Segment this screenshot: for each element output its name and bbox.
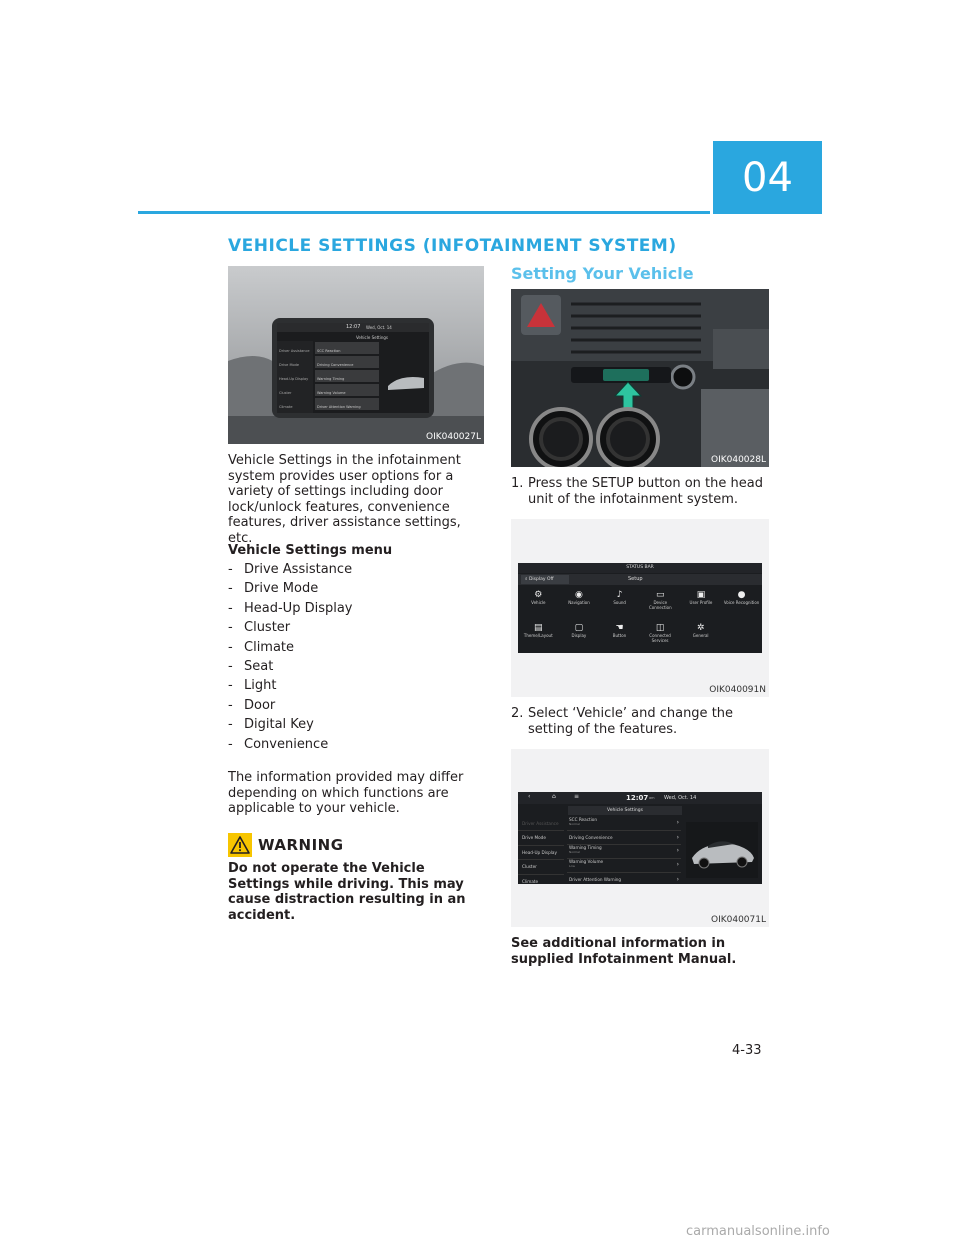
menu-item[interactable]: Drive Mode [518,830,564,844]
menu-item: Climate [279,405,293,409]
search-icon: ⌕ [525,577,529,582]
menu-heading: Vehicle Settings menu [228,543,393,558]
settings-options [567,817,681,886]
option-item: Warning Timing [317,377,345,381]
theme-layout-icon-tile[interactable]: ▤ Theme/Layout [523,623,553,638]
warning-triangle-icon [228,833,252,857]
intro-text: Vehicle Settings in the infotainment system provides user options for a variety of settings including door lock/unlock features, convenience features, driver assistance settings, etc. [228,453,461,546]
menu-item: Cluster [279,391,292,395]
menu-item[interactable]: Driver Assistance [522,821,559,826]
display-off-button: ⌕ Display Off [521,575,569,584]
voice-recognition-icon-tile[interactable]: ● Voice Recognition [723,590,760,605]
list-item: - Digital Key [228,717,314,733]
center-console-illustration [511,289,769,467]
step-number: 2. [511,706,524,721]
setup-title: Setup [628,576,643,582]
option-row[interactable]: Warning Volume Low › [567,859,681,873]
figure-caption: OIK040028L [710,455,766,465]
warning-title: WARNING [258,836,344,854]
general-icon-tile[interactable]: ✲ General [692,623,709,638]
connected-services-icon-tile[interactable]: ◫ Connected Services [649,623,671,643]
option-row[interactable]: Driver Attention Warning › [567,873,681,886]
figure-infotainment-dashboard [228,266,484,444]
button-icon-tile[interactable]: ☚ Button [612,623,627,638]
option-item: Driving Convenience [317,363,354,367]
settings-left-menu [518,817,564,888]
figure-setup-button [511,289,769,467]
list-item: - Drive Assistance [228,562,353,577]
option-item: Driver Attention Warning [317,405,361,409]
screen-date: Wed, Oct. 14 [366,325,392,330]
figure-vehicle-settings-screen [511,749,769,927]
warning-header [228,833,344,857]
figure-caption: OIK040091N [709,685,766,695]
option-item: SCC Reaction [317,349,341,353]
watermark: carmanualsonline.info [686,1224,830,1239]
menu-item: Drive Mode [279,363,299,367]
option-item: Warning Volume [317,391,346,395]
device-connection-icon-tile[interactable]: ▭ Device Connection [648,590,672,610]
back-icon[interactable]: ‹ [528,793,531,800]
step-text-continued: setting of the features. [528,721,678,737]
step-text: Press the SETUP button on the head [528,476,763,491]
list-item: - Cluster [228,620,291,636]
car-image [686,822,758,878]
note-text: See additional information in supplied Infotainment Manual. [511,936,737,967]
vehicle-icon-tile[interactable]: ⚙ Vehicle [531,590,546,605]
sound-icon-tile[interactable]: ♪ Sound [613,590,626,605]
settings-menu-list [228,560,353,754]
menu-icon[interactable]: ≡ [574,793,580,800]
step-number: 1. [511,476,524,491]
menu-item[interactable]: Cluster [518,859,564,873]
list-item: - Head-Up Display [228,600,353,616]
list-item: - Light [228,678,277,694]
screen-time-suffix: am [649,796,655,800]
header-rule [138,211,710,214]
screen-time: 12:07 [346,324,361,330]
screen-date: Wed, Oct. 14 [664,795,697,801]
figure-setup-screen [511,519,769,697]
screen-title: Vehicle Settings [356,335,388,340]
menu-item[interactable]: Climate [518,874,564,888]
chevron-right-icon: › [676,861,679,868]
option-row[interactable]: Driving Convenience › [567,831,681,845]
vehicle-settings-screen [518,792,762,884]
page-number: 4-33 [732,1043,762,1058]
step-2 [511,706,769,737]
option-row[interactable]: SCC Reaction Normal › [567,817,681,831]
option-row[interactable]: Warning Timing Normal › [567,845,681,859]
info-text: The information provided may differ depending on which functions are applicable to your vehicle. [228,770,464,816]
user-profile-icon-tile[interactable]: ▣ User Profile [689,590,713,605]
chapter-number: 04 [742,154,793,201]
list-item: - Seat [228,658,274,674]
chevron-right-icon: › [676,876,679,883]
list-item: - Drive Mode [228,581,319,597]
menu-item[interactable]: Head-Up Display [518,845,564,859]
display-icon-tile[interactable]: ▢ Display [571,623,587,638]
menu-item: Driver Assistance [279,349,310,353]
chevron-right-icon: › [676,819,679,826]
figure-caption: OIK040027L [425,432,481,442]
step-text: Select ‘Vehicle’ and change the [528,706,734,721]
chevron-right-icon: › [676,834,679,841]
section-title: VEHICLE SETTINGS (INFOTAINMENT SYSTEM) [228,236,677,256]
figure-caption: OIK040071L [710,915,766,925]
list-item: - Door [228,697,276,713]
menu-item: Head-Up Display [279,377,309,381]
list-item: - Climate [228,639,295,655]
screen-time: 12:07 [626,794,649,802]
step-text-continued: unit of the infotainment system. [528,491,739,507]
warning-text: Do not operate the Vehicle Settings while driving. This may cause distraction resulting in an accident. [228,861,466,923]
list-item: - Convenience [228,736,329,752]
subsection-title: Setting Your Vehicle [511,264,694,283]
setup-screen [518,563,762,653]
status-bar: STATUS BAR [518,563,762,573]
home-icon[interactable]: ⌂ [552,793,556,800]
chapter-tab [713,141,822,214]
screen-title: Vehicle Settings [568,806,682,815]
chevron-right-icon: › [676,847,679,854]
step-1 [511,476,769,507]
navigation-icon-tile[interactable]: ◉ Navigation [568,590,590,605]
